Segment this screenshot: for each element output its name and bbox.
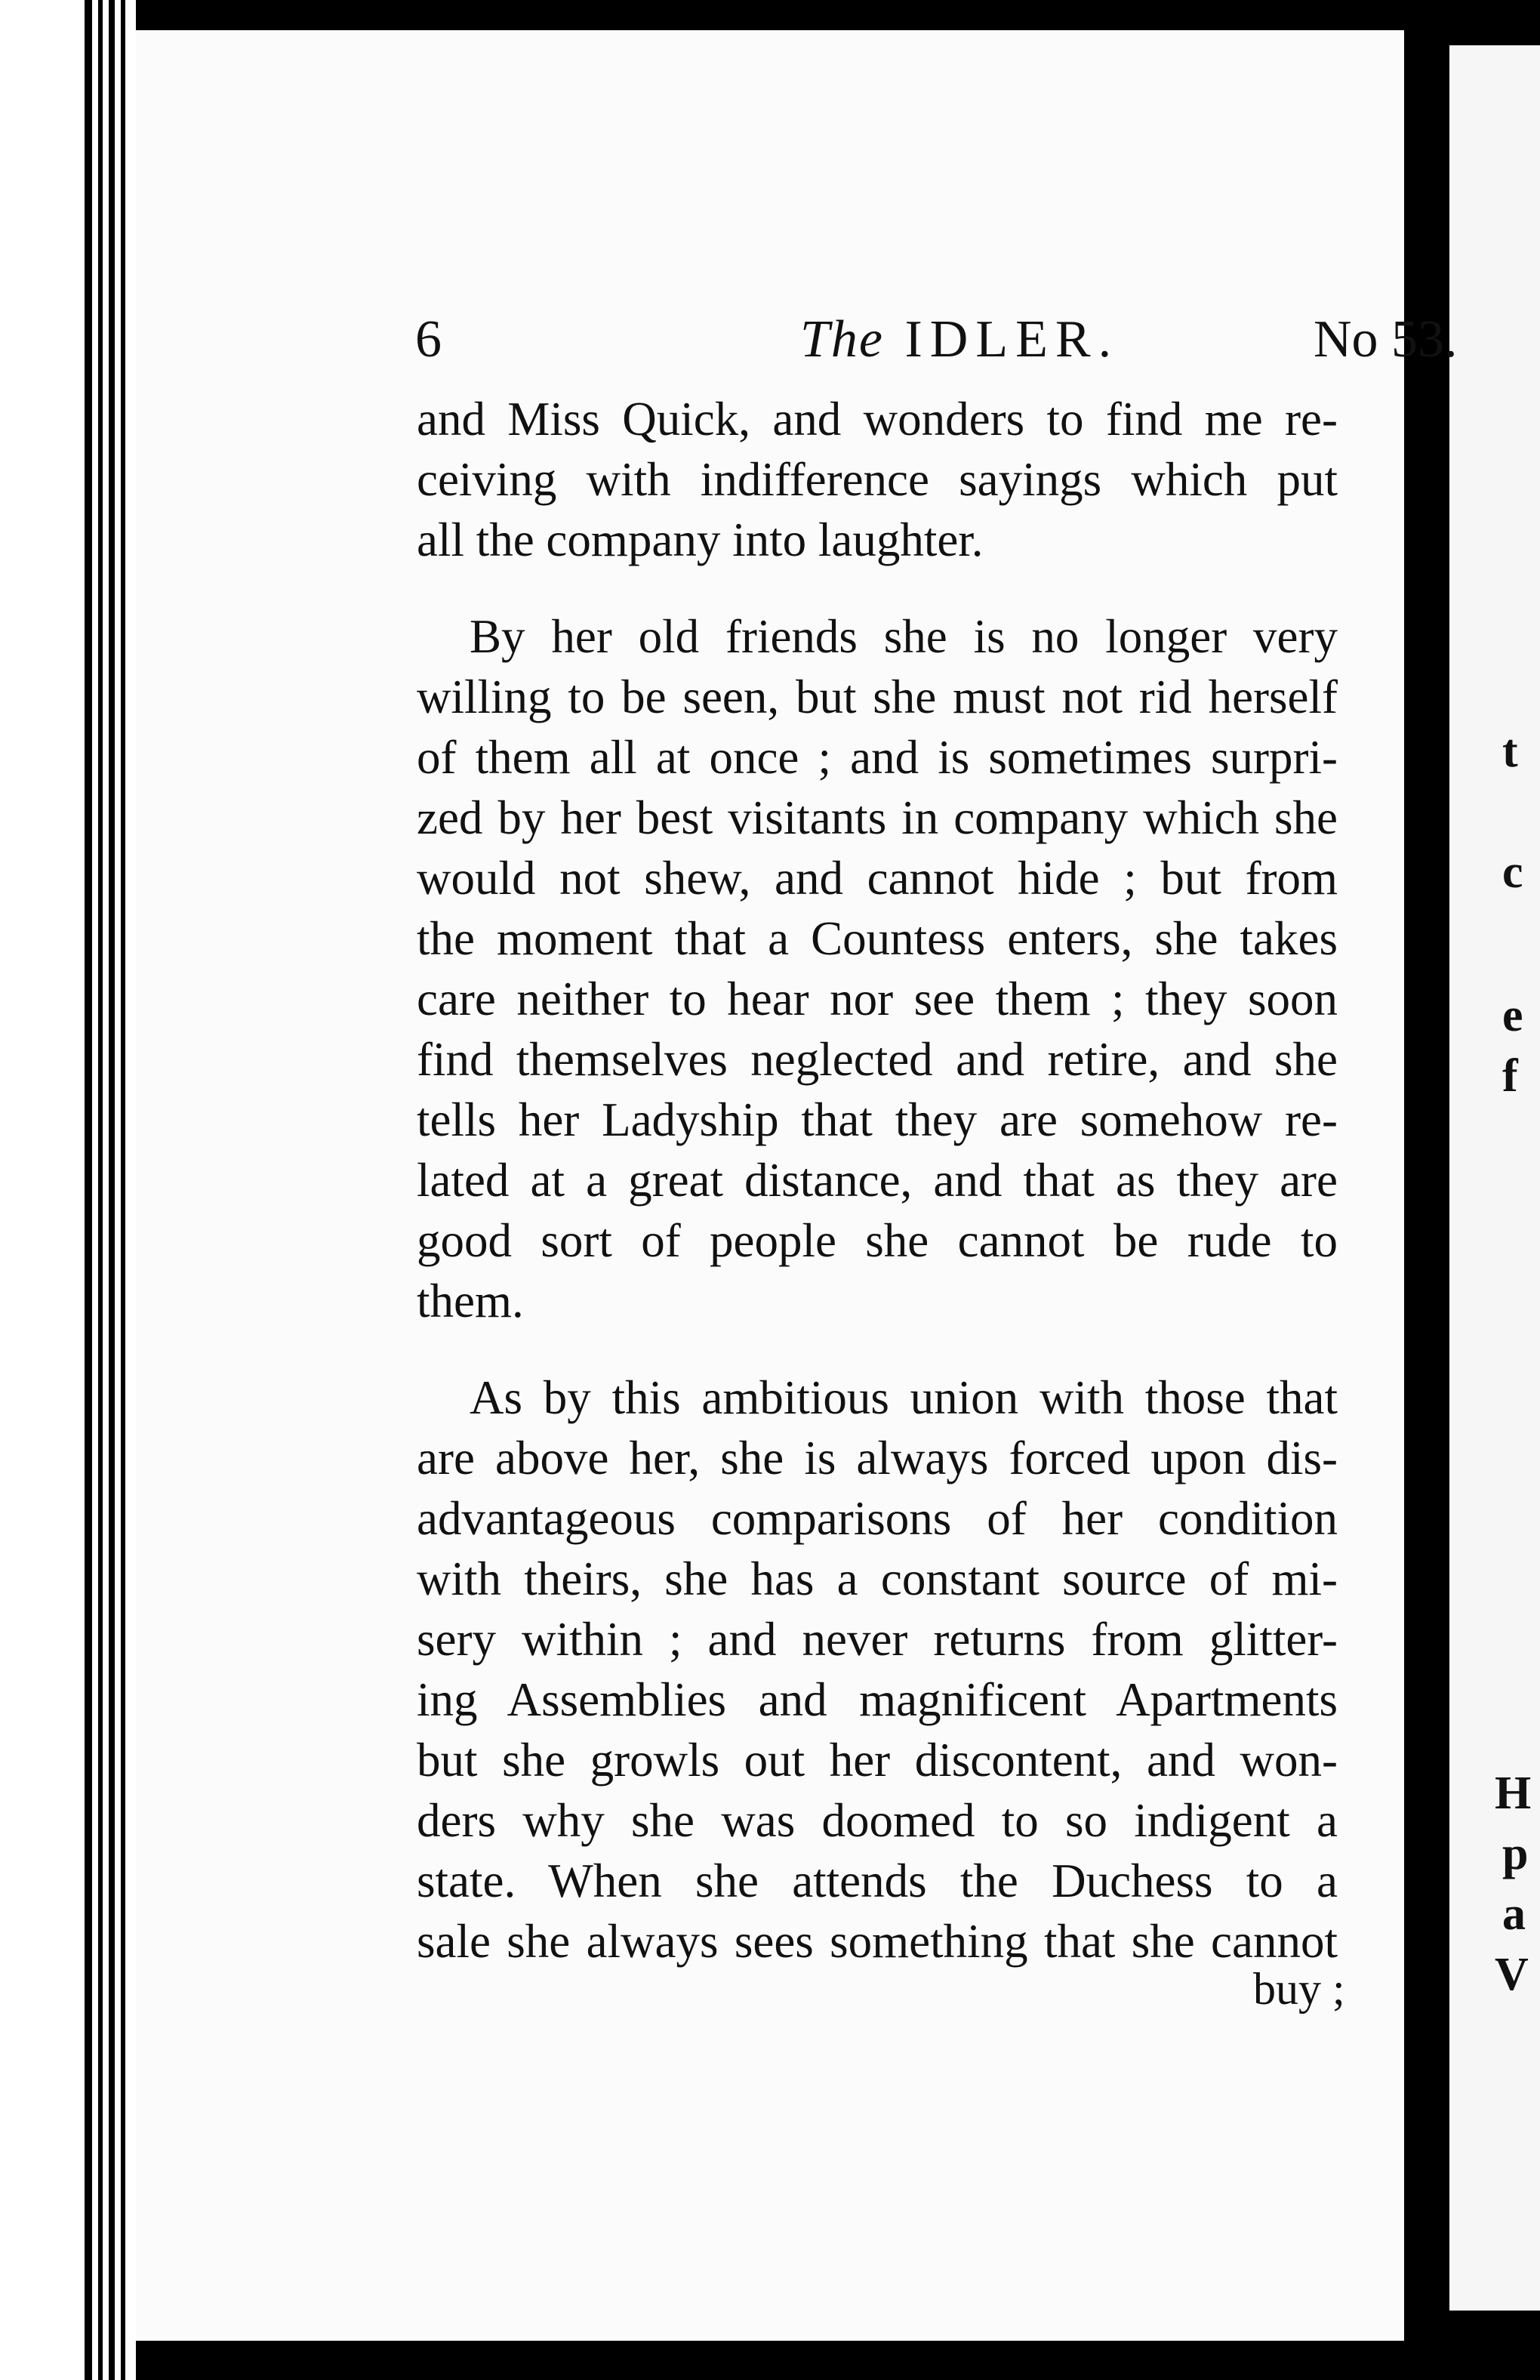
running-title-caps: IDLER. (904, 310, 1120, 368)
facing-fragment: e (1502, 990, 1523, 1041)
binding-line (121, 0, 125, 2380)
running-title-italic: The (800, 310, 884, 368)
text-line: state. When she attends the Duchess to a (417, 1854, 1338, 1907)
text-line: with theirs, she has a constant source of mi- (417, 1552, 1338, 1605)
facing-fragment: a (1502, 1888, 1526, 1940)
paragraph (417, 1367, 1338, 1972)
text-line: willing to be seen, but she must not rid herself (417, 671, 1338, 723)
text-line: zed by her best visitants in company which she (417, 791, 1338, 844)
running-title (800, 310, 1119, 370)
text-line: all the company into laughter. (417, 513, 984, 566)
facing-fragment: p (1502, 1828, 1529, 1879)
text-line: are above her, she is always forced upon dis- (417, 1432, 1338, 1484)
text-line: ceiving with indifference sayings which put (417, 453, 1338, 506)
text-line: find themselves neglected and retire, and she (417, 1033, 1338, 1086)
text-line: sery within ; and never returns from glitter- (417, 1613, 1338, 1666)
facing-fragment: f (1502, 1050, 1518, 1102)
binding-line (109, 0, 115, 2380)
text-line: tells her Ladyship that they are somehow re- (417, 1093, 1338, 1146)
text-line: them. (417, 1275, 524, 1327)
text-line: advantageous comparisons of her condition (417, 1492, 1338, 1545)
running-header (272, 310, 1458, 393)
binding-line (85, 0, 92, 2380)
book-gutter (0, 0, 136, 2380)
text-line: the moment that a Countess enters, she takes (417, 912, 1338, 965)
facing-fragment: V (1495, 1949, 1529, 2000)
catchword: buy ; (1253, 1964, 1345, 2014)
text-line: By her old friends she is no longer very (470, 610, 1338, 663)
text-line: good sort of people she cannot be rude to (417, 1214, 1338, 1267)
facing-fragment: c (1502, 846, 1523, 898)
text-line: As by this ambitious union with those that (470, 1371, 1338, 1424)
text-line: of them all at once ; and is sometimes surpri- (417, 731, 1338, 784)
facing-fragment: t (1502, 726, 1518, 777)
text-line: ders why she was doomed to so indigent a (417, 1794, 1338, 1847)
text-line: sale she always sees something that she cannot (417, 1915, 1338, 1968)
facing-fragment: H (1495, 1768, 1532, 1819)
body-text (417, 389, 1338, 1972)
paragraph (417, 606, 1338, 1331)
text-line: would not shew, and cannot hide ; but from (417, 852, 1338, 905)
facing-page-edge (1449, 45, 1540, 2311)
text-line: ing Assemblies and magnificent Apartments (417, 1673, 1338, 1726)
binding-line (98, 0, 103, 2380)
issue-number: No 53. (1314, 310, 1458, 368)
text-line: care neither to hear nor see them ; they soon (417, 973, 1338, 1025)
text-line: lated at a great distance, and that as they are (417, 1154, 1338, 1207)
text-line: but she growls out her discontent, and won- (417, 1734, 1338, 1787)
page-number: 6 (415, 310, 442, 368)
paragraph (417, 389, 1338, 570)
text-line: and Miss Quick, and wonders to find me re- (417, 393, 1338, 445)
